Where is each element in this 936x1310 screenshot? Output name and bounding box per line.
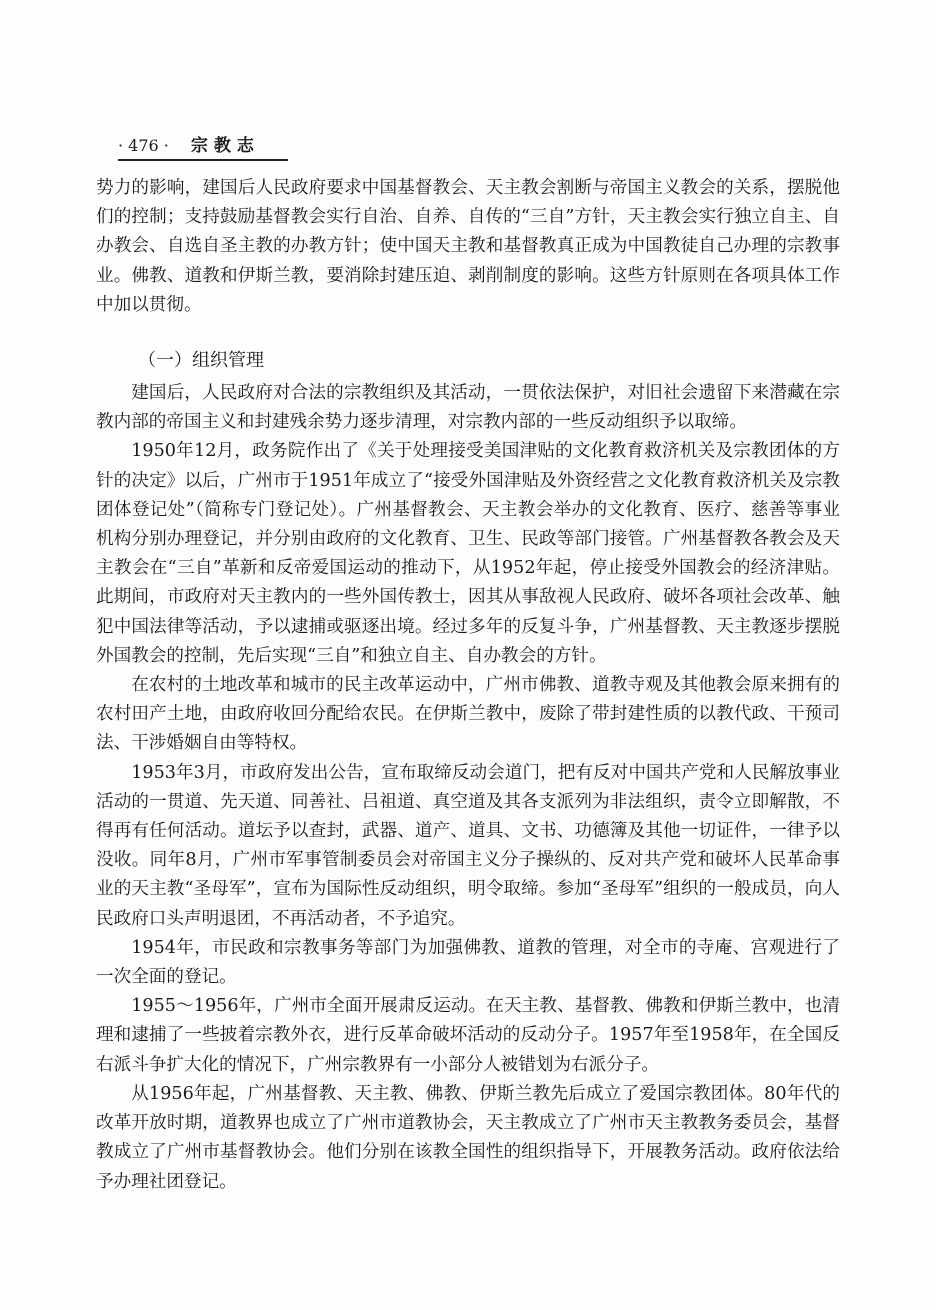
- paragraph: 建国后，人民政府对合法的宗教组织及其活动，一贯依法保护，对旧社会遗留下来潜藏在宗教内部的帝国主义和封建残余势力逐步清理，对宗教内部的一些反动组织予以取缔。: [96, 383, 840, 433]
- paragraph: 1954年，市民政和宗教事务等部门为加强佛教、道教的管理，对全市的寺庵、宫观进行了一次全面的登记。: [96, 937, 840, 988]
- paragraph: 从1956年起，广州基督教、天主教、佛教、伊斯兰教先后成立了爱国宗教团体。80年代的改革开放时期，道教界也成立了广州市道教协会，天主教成立了广州市天主教教务委员会，基督教成立了广州市基督教协会。他们分别在该教全国性的组织指导下，开展教务活动。政府依法给予办理社团登记。: [96, 1083, 840, 1192]
- running-header: [118, 131, 288, 161]
- paragraph: 1955～1956年，广州市全面开展肃反运动。在天主教、基督教、佛教和伊斯兰教中，也清理和逮捕了一些披着宗教外衣，进行反革命破坏活动的反动分子。1957年至1958年，在全国反右派斗争扩大化的情况下，广州宗教界有一小部分人被错划为右派分子。: [96, 996, 840, 1075]
- page-number: · 476 ·: [118, 136, 169, 155]
- paragraph: 1950年12月，政务院作出了《关于处理接受美国津贴的文化教育救济机关及宗教团体的方针的决定》以后，广州市于1951年成立了“接受外国津贴及外资经营之文化教育救济机关及宗教团体登记处”（简称专门登记处）。广州基督教会、天主教会举办的文化教育、医疗、慈善等事业机构分别办理登记，并分别由政府的文化教育、卫生、民政等部门接管。广州基督教各教会及天主教会在“三自”革新和反帝爱国运动的推动下，从1952年起，停止接受外国教会的经济津贴。此期间，市政府对天主教内的一些外国传教士，因其从事敌视人民政府、破坏各项社会改革、触犯中国法律等活动，予以逮捕或驱逐出境。经过多年的反复斗争，广州基督教、天主教逐步摆脱外国教会的控制，先后实现“三自”和独立自主、自办教会的方针。: [96, 441, 840, 666]
- book-title: 宗教志: [190, 136, 260, 156]
- section-heading: （一）组织管理: [138, 350, 264, 372]
- paragraph: 1953年3月，市政府发出公告，宣布取缔反动会道门，把有反对中国共产党和人民解放事业活动的一贯道、先天道、同善社、吕祖道、真空道及其各支派列为非法组织，责令立即解散，不得再有任何活动。道坛予以查封，武器、道产、道具、文书、功德簿及其他一切证件，一律予以没收。同年8月，广州市军事管制委员会对帝国主义分子操纵的、反对共产党和破坏人民革命事业的天主教“圣母军”，宣布为国际性反动组织，明令取缔。参加“圣母军”组织的一般成员，向人民政府口头声明退团，不再活动者，不予追究。: [96, 762, 840, 929]
- paragraph: 在农村的土地改革和城市的民主改革运动中，广州市佛教、道教寺观及其他教会原来拥有的农村田产土地，由政府收回分配给农民。在伊斯兰教中，废除了带封建性质的以教代政、干预司法、干涉婚姻自由等特权。: [96, 675, 840, 754]
- opening-paragraph: 势力的影响，建国后人民政府要求中国基督教会、天主教会割断与帝国主义教会的关系，摆脱他们的控制；支持鼓励基督教会实行自治、自养、自传的“三自”方针，天主教会实行独立自主、自办教会、自选自圣主教的办教方针；使中国天主教和基督教真正成为中国教徒自己办理的宗教事业。佛教、道教和伊斯兰教，要消除封建压迫、剥削制度的影响。这些方针原则在各项具体工作中加以贯彻。: [96, 178, 840, 315]
- body-text: [96, 174, 840, 1197]
